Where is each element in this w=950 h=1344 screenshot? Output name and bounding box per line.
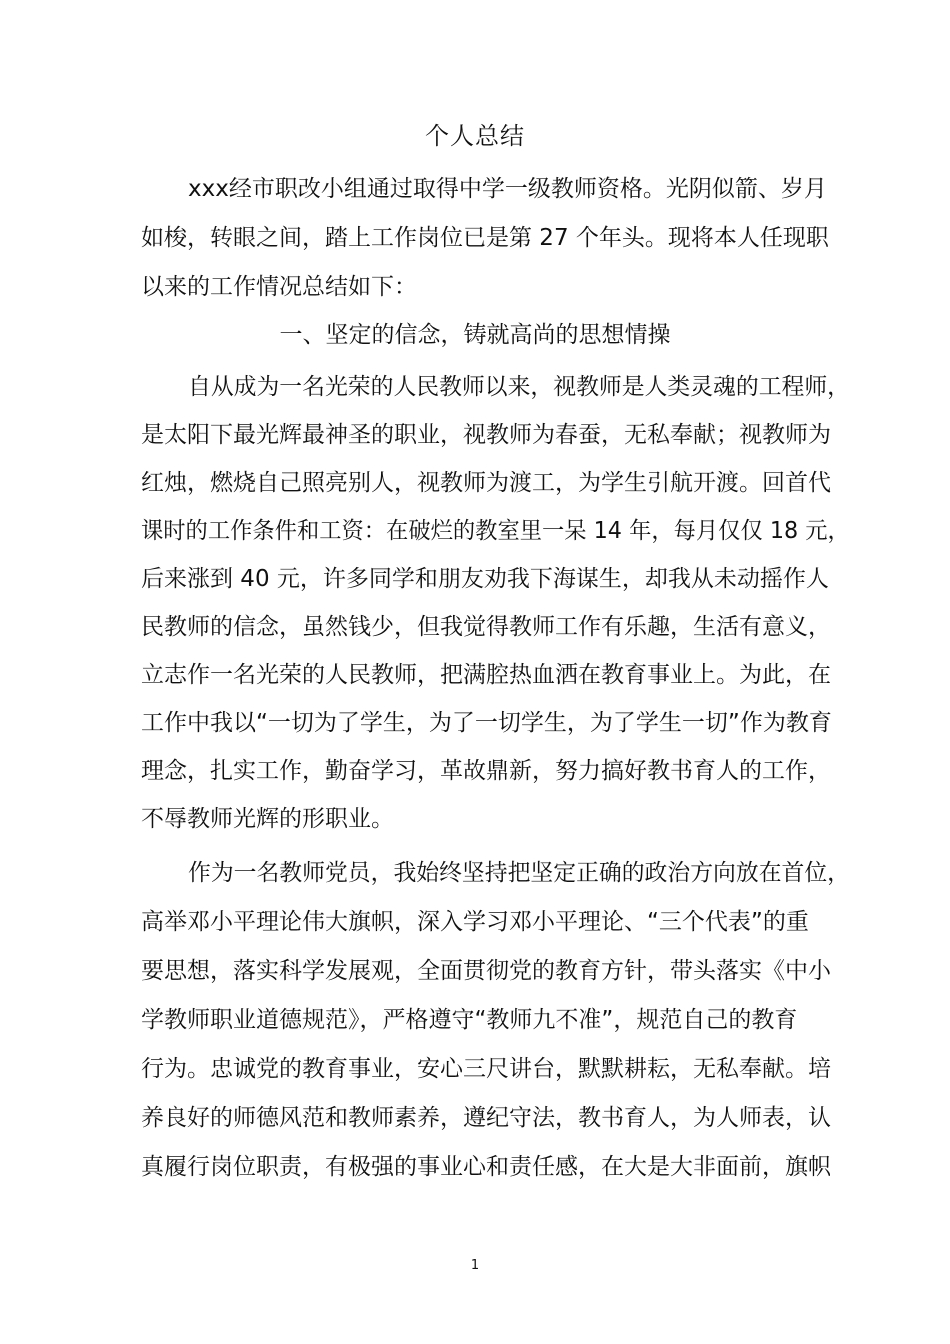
paragraph-1-line-1: 自从成为一名光荣的人民教师以来，视教师是人类灵魂的工程师， [188, 374, 850, 400]
document-title: 个人总结 [425, 122, 525, 150]
paragraph-1-line-7: 立志作一名光荣的人民教师，把满腔热血洒在教育事业上。为此，在 [141, 662, 831, 688]
paragraph-2-line-7: 真履行岗位职责，有极强的事业心和责任感，在大是大非面前，旗帜 [141, 1154, 831, 1180]
paragraph-2-line-5: 行为。忠诚党的教育事业，安心三尺讲台，默默耕耘，无私奉献。培 [141, 1056, 831, 1082]
paragraph-1-line-8: 工作中我以“一切为了学生，为了一切学生，为了学生一切”作为教育 [141, 710, 832, 736]
paragraph-1-line-4: 课时的工作条件和工资：在破烂的教室里一呆 14 年，每月仅仅 18 元， [141, 518, 850, 544]
paragraph-2-line-1: 作为一名教师党员，我始终坚持把坚定正确的政治方向放在首位， [188, 860, 850, 886]
section-heading: 一、坚定的信念，铸就高尚的思想情操 [279, 322, 671, 348]
paragraph-1-line-2: 是太阳下最光辉最神圣的职业，视教师为春蚕，无私奉献；视教师为 [141, 422, 831, 448]
paragraph-1-line-9: 理念，扎实工作，勤奋学习，革故鼎新，努力搞好教书育人的工作， [141, 758, 831, 784]
paragraph-2-line-6: 养良好的师德风范和教师素养，遵纪守法，教书育人，为人师表，认 [141, 1105, 831, 1131]
intro-line-2: 如梭，转眼之间，踏上工作岗位已是第 27 个年头。现将本人任现职 [141, 225, 829, 251]
paragraph-1-line-6: 民教师的信念，虽然钱少，但我觉得教师工作有乐趣，生活有意义， [141, 614, 831, 640]
paragraph-1-line-10: 不辱教师光辉的形职业。 [141, 806, 394, 832]
intro-line-1: xxx经市职改小组通过取得中学一级教师资格。光阴似箭、岁月 [188, 176, 827, 202]
intro-line-3: 以来的工作情况总结如下： [141, 274, 417, 300]
paragraph-2-line-4: 学教师职业道德规范》，严格遵守“教师九不准”，规范自己的教育 [141, 1007, 798, 1033]
paragraph-1-line-5: 后来涨到 40 元，许多同学和朋友劝我下海谋生，却我从未动摇作人 [141, 566, 829, 592]
paragraph-2-line-2: 高举邓小平理论伟大旗帜，深入学习邓小平理论、“三个代表”的重 [141, 909, 809, 935]
paragraph-2-line-3: 要思想，落实科学发展观，全面贯彻党的教育方针，带头落实《中小 [141, 958, 831, 984]
paragraph-1-line-3: 红烛，燃烧自己照亮别人，视教师为渡工，为学生引航开渡。回首代 [141, 470, 831, 496]
page-number: 1 [470, 1258, 480, 1273]
